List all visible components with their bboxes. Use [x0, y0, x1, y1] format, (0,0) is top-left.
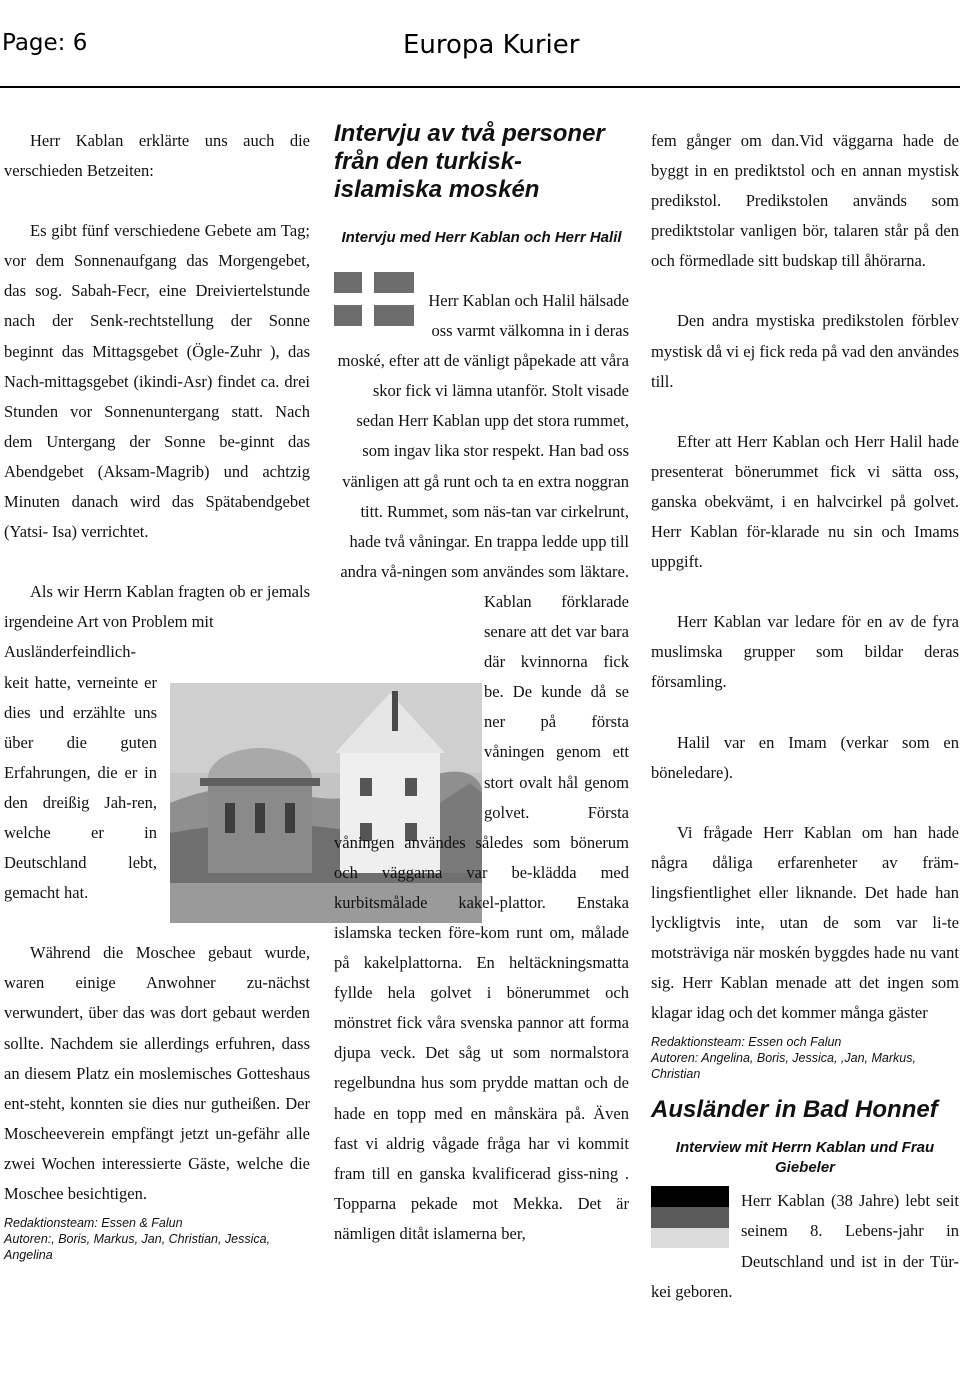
page-number: Page: 6 — [2, 30, 88, 56]
credit-team: Redaktionsteam: Essen & Falun — [4, 1216, 183, 1231]
paragraph: Als wir Herrn Kablan fragten ob er jemals irgendeine Art von Problem mit — [4, 582, 310, 632]
article-subheadline: Intervju med Herr Kablan och Herr Halil — [341, 229, 622, 246]
paragraph: fem gånger om dan.Vid väggarna hade de byggt in en prediktstol och en annan mystisk predikstol. Predikstolen används som prediktstolar vanligen bör, talaren står på den och förmedlade sitt budskap till åhörarna. — [651, 131, 959, 271]
column-right — [651, 126, 959, 1307]
paragraph: Herr Kablan erklärte uns auch die verschieden Betzeiten: — [4, 131, 310, 181]
newspaper-title: Europa Kurier — [403, 30, 580, 60]
paragraph: Während die Moschee gebaut wurde, waren einige Anwohner zu-nächst verwundert, über das was dort gebaut werden sollte. Nachdem sie allerdings erfuhren, dass an diesem Platz ein moslemisches Gotteshaus ent-steht, konnten sie dies nur gutheißen. Der Moscheeverein empfängt jetzt un-gefähr alle zwei Wochen interessierte Gäste, welche die Moschee besichtigen. — [4, 943, 310, 1203]
paragraph: Den andra mystiska predikstolen förblev mystisk då vi ej fick reda på vad den användes till. — [651, 311, 959, 391]
second-headline: Ausländer in Bad Honnef — [651, 1096, 938, 1124]
credit-team: Redaktionsteam: Essen och Falun — [651, 1035, 842, 1050]
german-flag — [651, 1186, 729, 1248]
credit-authors: Autoren:, Boris, Markus, Jan, Christian, Jessica, Angelina — [4, 1232, 271, 1263]
header-divider — [0, 86, 960, 88]
paragraph: Efter att Herr Kablan och Herr Halil hade presenterat bönerummet fick vi sätta oss, ganska obekvämt, i en halvcirkel på golvet. Herr Kablan för-klarade nu sin och Imams uppgift. — [651, 431, 959, 572]
second-subheadline: Interview mit Herrn Kablan und Frau Giebeler — [675, 1139, 935, 1177]
paragraph: Herr Kablan (38 Jahre) lebt seit seinem 8. Lebens-jahr in Deutschland und ist in der Tür-kei geboren. — [651, 1191, 959, 1301]
swedish-flag — [334, 272, 414, 326]
photo-space — [334, 587, 484, 827]
paragraph: Herr Kablan och Halil hälsade oss varmt välkomna in i deras moské, efter att de vänligt påpekade att våra skor fick vi lämna utanför. Stolt visade sedan Herr Kablan upp det stora rummet, som ingav lika stor respekt. Han bad oss vänligen att gå runt och ta en extra noggran titt. Rummet, som näs-tan var cirkelrunt, hade två våningar. En trappa ledde upp till andra vå-ningen som användes som läktare. — [337, 291, 629, 581]
paragraph: Herr Kablan var ledare för en av de fyra muslimska grupper som bildar deras församling. — [651, 612, 959, 692]
paragraph: Vi frågade Herr Kablan om han hade några dåliga erfarenheter av främ-lingsfientlighet eller liknande. Det hade han lyckligtvis inte, utan de som var li-te motsträviga när moskén byggdes hade nu vant sig. Herr Kablan menade att det ingen som klagar idag och det kommer många gäster — [651, 822, 959, 1023]
column-swedish — [334, 120, 629, 1249]
paragraph: Halil var en Imam (verkar som en böneledare). — [651, 732, 959, 782]
paragraph: Kablan förklarade senare att det var bara där kvinnorna fick be. De kunde då se ner på första våningen genom ett stort ovalt hål genom golvet. Första våningen användes således som bönerum och väggarna var be-klädda med kurbitsmålade kakel-plattor. Enstaka islamska tecken före-kom runt om, målade på kakelplattorna. En heltäckningsmatta fyllde hela golvet i bönerummet och mönstret fick våra svenska pannor att forma djupa veck. Det såg ut som normalstora regelbundna hus som prydde mattan och de hade en topp med en månskära på. Även fast vi aldrig vågade fråga har vi kommit fram till en ganska kvalificerad giss-ning . Topparna pekade mot Mekka. Det är nämligen ditåt islamerna ber, — [334, 591, 629, 1243]
article-headline: Intervju av två personer från den turkisk-islamiska moskén — [334, 120, 605, 203]
paragraph: Ausländerfeindlich-keit hatte, verneinte er dies und erzählte uns über die guten Erfahrungen, die er in den dreißig Jah-ren, welche er in Deutschland lebt, gemacht hat. — [4, 642, 157, 903]
paragraph: Es gibt fünf verschiedene Gebete am Tag; vor dem Sonnenaufgang das Morgengebet, das sog. Sabah-Fecr, eine Dreiviertelstunde nach der Senk-rechtstellung der Sonne beginnt das Mittagsgebet (Ögle-Zuhr ), das Nach-mittagsgebet (ikindi-Asr) findet ca. drei Stunden vor Sonnenuntergang statt. Nach dem Untergang der Sonne be-ginnt das Abendgebet (Aksam-Magrib) und achtzig Minuten danach wird das Spätabendgebet (Yatsi- Isa) verrichtet. — [4, 221, 310, 542]
credit-authors: Autoren: Angelina, Boris, Jessica, ,Jan, Markus, Christian — [651, 1051, 916, 1082]
